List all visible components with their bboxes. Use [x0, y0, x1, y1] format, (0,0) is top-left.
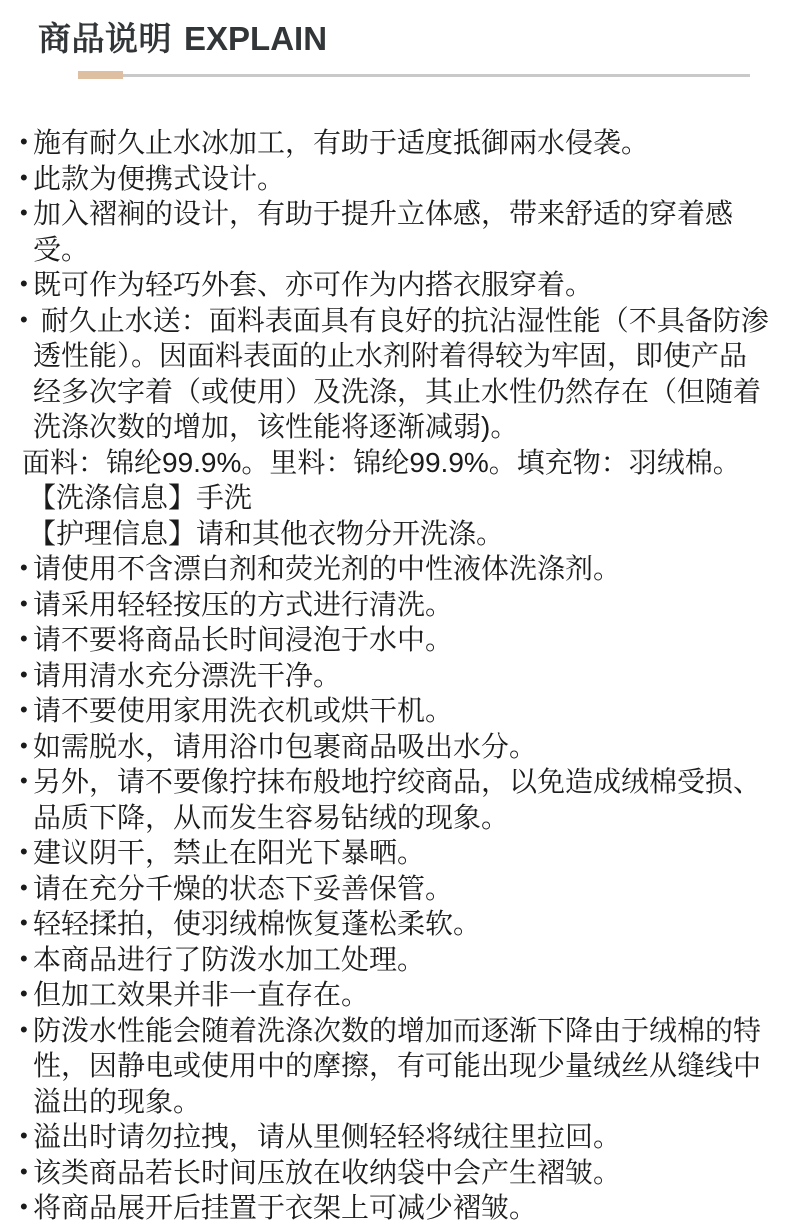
- list-item: [0, 835, 774, 871]
- list-item-text: 如需脱水，请用浴巾包裹商品吸出水分。: [33, 730, 538, 762]
- list-item: [0, 906, 774, 942]
- list-item: [0, 303, 774, 445]
- bullet-icon: •: [20, 129, 28, 154]
- list-item-text: 将商品展开后挂置于衣架上可减少褶皱。: [33, 1192, 538, 1223]
- bullet-icon: •: [20, 1158, 28, 1184]
- list-item-text: 施有耐久止水冰加工，有助于适度抵御兩水侵袭。: [33, 127, 650, 158]
- bullet-icon: •: [20, 1016, 28, 1042]
- list-item-text: 请使用不含漂白剂和荧光剂的中性液体洗涤剂。: [33, 553, 622, 584]
- list-item: [0, 516, 774, 552]
- list-item-text: 另外，请不要像拧抹布般地拧绞商品，以免造成绒棉受损、品质下降，从而发生容易钻绒的现象。: [33, 766, 762, 833]
- list-item-text: 请在充分千燥的状态下妥善保管。: [33, 872, 454, 904]
- bullet-icon: •: [20, 661, 28, 687]
- description-list: [0, 125, 800, 1226]
- list-item: [0, 445, 774, 481]
- list-item-text: 此款为便携式设计。: [33, 162, 286, 194]
- bullet-icon: •: [20, 1194, 28, 1219]
- list-item-text: 本商品进行了防泼水加工处理。: [33, 943, 426, 975]
- list-item: [0, 693, 774, 729]
- bullet-icon: •: [20, 271, 28, 296]
- bullet-icon: •: [20, 732, 28, 758]
- list-item-text: 请用清水充分漂洗干净。: [33, 659, 342, 691]
- list-item: [0, 1013, 774, 1120]
- list-item: [0, 1155, 774, 1191]
- list-item-text: 该类商品若长时间压放在收纳袋中会产生褶皱。: [33, 1156, 622, 1188]
- list-item-text: 加入褶裥的设计，有助于提升立体感，带来舒适的穿着感受。: [33, 198, 734, 265]
- bullet-icon: •: [20, 200, 28, 225]
- bullet-icon: •: [20, 874, 28, 900]
- list-item: [0, 125, 774, 161]
- list-item-text: 面料：锦纶99.9%。里料：锦纶99.9%。填充物：羽绒棉。: [22, 446, 741, 478]
- section-header: [0, 0, 800, 79]
- list-item-text: 但加工效果并非一直存在。: [33, 979, 370, 1010]
- bullet-icon: •: [20, 626, 28, 651]
- list-item: [0, 871, 774, 907]
- list-item: [0, 977, 774, 1013]
- bullet-icon: •: [20, 945, 28, 971]
- list-item: [0, 161, 774, 197]
- list-item-text: 【洗涤信息】手洗: [28, 482, 253, 513]
- bullet-icon: •: [20, 910, 28, 935]
- divider-accent-bar: [78, 71, 123, 79]
- bullet-icon: •: [20, 590, 28, 616]
- page-title: [38, 20, 800, 58]
- list-item-text: 耐久止水送：面料表面具有良好的抗沾湿性能（不具备防渗透性能）。因面料表面的止水剂附着得较为牢固，即使产品经多次字着（或使用）及洗涤，其止水性仍然存在（但随着洗涤次数的增加，该性能将逐渐减弱)。: [33, 304, 769, 442]
- bullet-icon: •: [20, 981, 28, 1006]
- list-item: [0, 1119, 774, 1155]
- list-item: [0, 658, 774, 694]
- bullet-icon: •: [20, 768, 28, 793]
- bullet-icon: •: [20, 164, 28, 190]
- bullet-icon: •: [20, 555, 28, 580]
- list-item: [0, 942, 774, 978]
- bullet-icon: •: [20, 839, 28, 864]
- list-item: [0, 622, 774, 658]
- list-item: [0, 267, 774, 303]
- bullet-icon: •: [20, 1123, 28, 1148]
- list-item-text: 请不要将商品长时间浸泡于水中。: [33, 624, 454, 655]
- list-item-text: 建议阴干，禁止在阳光下暴晒。: [33, 837, 426, 868]
- list-item: [0, 587, 774, 623]
- divider-line: [123, 74, 750, 77]
- list-item-text: 轻轻揉拍，使羽绒棉恢复蓬松柔软。: [33, 908, 482, 939]
- list-item: [0, 196, 774, 267]
- list-item-text: 溢出时请勿拉拽，请从里侧轻轻将绒往里拉回。: [33, 1121, 622, 1152]
- list-item: [0, 729, 774, 765]
- list-item: [0, 480, 774, 516]
- bullet-icon: •: [20, 697, 28, 722]
- title-divider: [78, 71, 750, 79]
- page-title-cn: 商品说明: [38, 20, 172, 57]
- list-item-text: 【护理信息】请和其他衣物分开洗涤。: [28, 517, 505, 549]
- list-item-text: 防泼水性能会随着洗涤次数的增加而逐渐下降由于绒棉的特性，因静电或使用中的摩擦，有可能出现少量绒丝从缝线中溢出的现象。: [33, 1014, 762, 1117]
- bullet-icon: •: [20, 306, 28, 332]
- list-item: [0, 764, 774, 835]
- list-item: [0, 551, 774, 587]
- page-title-en: EXPLAIN: [184, 20, 328, 57]
- list-item-text: 请采用轻轻按压的方式进行清洗。: [33, 588, 454, 620]
- list-item-text: 请不要使用家用洗衣机或烘干机。: [33, 695, 454, 726]
- list-item-text: 既可作为轻巧外套、亦可作为内搭衣服穿着。: [33, 269, 594, 300]
- list-item: [0, 1190, 774, 1226]
